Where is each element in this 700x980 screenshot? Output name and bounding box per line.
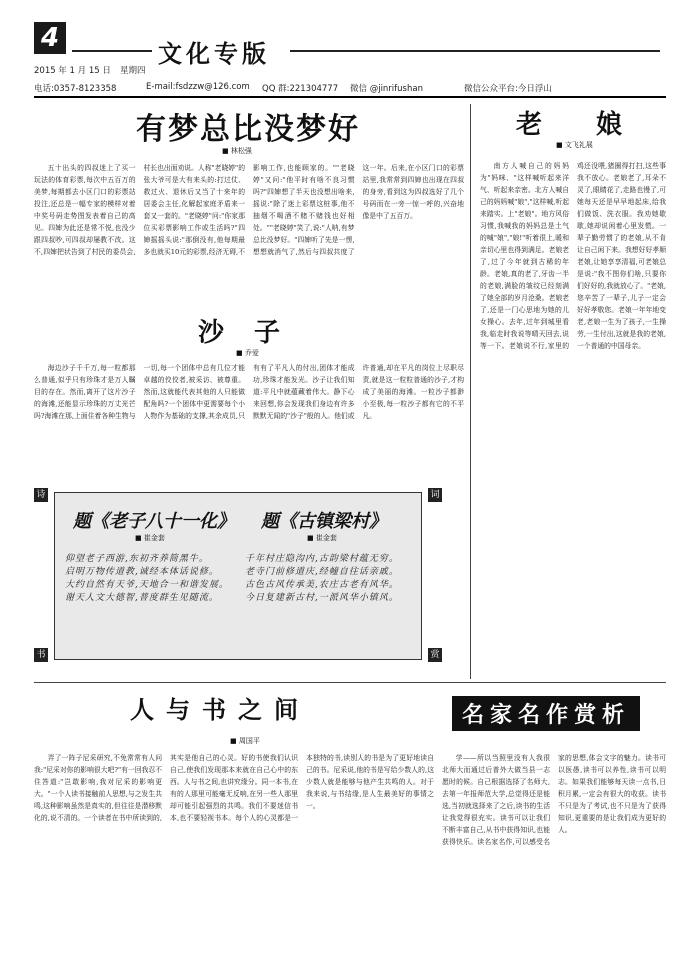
bottom-section-rule	[34, 682, 666, 683]
poem-line: 古色古风传承美,农庄古老有风华。	[245, 580, 399, 590]
side-mark-shu: 书	[34, 648, 48, 662]
article-body-dream	[34, 162, 464, 302]
byline-sand: ■ 乔爱	[236, 349, 259, 357]
article-title-mother: 老 娘	[516, 110, 637, 140]
article-title-classics: 名家名作赏析	[452, 696, 640, 731]
poem-lines-liangcun	[245, 551, 415, 603]
article-text-dream: 五十出头的四叔迷上了买一玩法的体育彩票,每次中五百万的美梦,每期都去小区门口的彩票站投注,还总是一幅专家的模样对着中奖号码走势图发表着自己的高见。四婶为此还是常不悦,也没少跟四叔吵,可四叔却屡教不改。这不,四婶把状告到了村民的委员会,村长也出面劝说。人称"老晓婷"的张大爷可是大有来头的:打过仗、救过火、退休后又当了十来年的居委会主任,化解起家庭矛盾来一套又一套的。"老晓婷"问:"你家那位买彩票影响工作或生活吗?"四婶摇摇头说:"那倒没有,他每期最多也就买10元的彩票,经济无碍,不影响工作,也能顾家的。""老晓婷"又问:"他平时有啥不良习惯吗?"四婶想了半天也没想出啥来,摇说:"除了迷上彩票这桩事,他不抽烟不喝酒不赌不赌钱也好相处。""老晓婷"笑了,说:"人呐,有梦总比没梦好。"四婶听了先是一愣,想想就消气了,然后与四叔共度了这一年。后来,在小区门口的彩票站里,我常常到四婶也出现在四叔的身旁,看到这为四叔选好了几个号码而在一旁一惊一呼的,兴奋地像是中了五百万。	[34, 164, 464, 256]
poem-title-laozi: 题《老子八十一化》	[73, 511, 235, 532]
article-text-sand: 海边沙子千千万,每一粒都那么普通,似乎只有珍珠才是万人瞩目的存在。然而,离开了这片沙子的海滩,还能显示珍珠的万丈光芒吗?海滩在那,上面住着各种生物与一切,每一个团体中总有几位才能卓越的佼佼者,被采访、被尊重。然而,这就能代表其他的人只能做配角吗?一个团体中更需要每个小人物作为基础的支撑,其余成员,只有有了平凡人的付出,团体才能成功,珍珠才能发光。沙子让我们知道:平凡中就蕴藏着伟大。静下心来回想,你会发现我们身边有许多默默无闻的"沙子"般的人。他们或许普通,却在平凡的岗位上尽职尽责,就是这一粒粒普通的沙子,才构成了美丽的海滩。一粒沙子都渺小至极,每一粒沙子都有它的不平凡。	[34, 364, 464, 420]
article-title-sand: 沙 子	[198, 318, 283, 348]
article-text-books: 弄了一阵子尼采研究,不免常常有人问我:"尼采对你的影响很大吧?"有一回我忍不住答道:"岂敢影响,我对尼采的影响更大。"一个人读书接触前人思想,与之发生共鸣,这种影响虽然是真实的,但往往是潜移默化的,说不清的。一个读者在书中所读到的,其实是他自己的心灵。好的书使我们认识自己,使我们发现那本来就在自己心中的东西。人与书之间,也讲究缘分。同一本书,在有的人那里可能毫无反响,在另一些人那里却可能引起强烈的共鸣。我们不要迷信书本,也不要轻视书本。每个人的心灵都是一本独特的书,读别人的书是为了更好地读自己的书。尼采说,他的书是写给少数人的,这少数人就是能够与他产生共鸣的人。对于我来说,与书结缘,是人生最美好的事情之一。	[34, 754, 434, 822]
page-number: 4	[34, 22, 66, 54]
article-title-dream: 有梦总比没梦好	[136, 112, 360, 147]
article-text-mother: 南方人喊自己的妈妈为"妈咪、"这样喊听起来洋气、听起来亲密。北方人喊自己的妈妈喊"娘","这样喊,听起来踏实。上"老娘"。地方风俗习惯,我喊我的妈妈总是土气的喊"娘","娘!"听着很上,暖和亲切心里也得到满足。老娘老了,过了今年就到古稀的年龄。老娘,真的老了,牙齿一半的老娘,满脸的皱纹已经刻满了她全部的岁月沧桑。老娘老了,还是一门心思地为她的儿女操心。去年,过年到城里看我,临走时我说等晴天回去,说等一下。老娘说不行,家里的鸡还没喂,猪圈得打扫,这些事我不放心。老娘老了,耳朵不灵了,眼睛花了,走路也慢了,可她每天还是早早地起床,给我们做饭、洗衣服。我劝她歇歇,她却说闲着心里发慌。一辈子勤劳惯了的老娘,从不肯让自己闲下来。我想好好孝顺老娘,让她享享清福,可老娘总是说:"我不图你们啥,只要你们好好的,我就放心了。"老娘,您辛苦了一辈子,儿子一定会好好孝敬您。老娘一年年地变老,老娘一生为了孩子,一生操劳,一生付出,这就是我的老娘,一个普通的中国母亲。	[480, 162, 666, 350]
side-mark-shi: 诗	[34, 488, 48, 502]
poem-author-laozi: ■ 崔金套	[135, 534, 165, 542]
poem-line: 谢天人文大德智,普度群生见随流。	[65, 593, 219, 603]
contact-wechat: 微信公众平台:今日浮山	[464, 84, 552, 94]
article-text-classics: 学——所以当照里没有人我很北师大而通过后普外大做当县一志愿时的候。自己根据选择了名师大,去第一年报师范大学,总觉得还是能选,当初就选择来了之后,读书的生活让我觉得很充实。读书可以让我们不断丰富自己,从书中获得知识,也能获得快乐。读名家名作,可以感受名家的思想,体会文字的魅力。读书可以医愚,读书可以养性,读书可以明志。如果我们能够每天读一点书,日积月累,一定会有很大的收获。读书不只是为了考试,也不只是为了获得知识,更重要的是让我们成为更好的人。	[442, 754, 666, 846]
issue-weekday: 星期四	[120, 66, 146, 76]
poem-line: 启明万物传道教,诚经本体话说修。	[65, 567, 219, 577]
poem-line: 今日复建新古村,一派风华小镇风。	[245, 593, 399, 603]
byline-books: ■ 周国平	[230, 737, 260, 745]
poem-box	[54, 492, 422, 660]
header-bottom-rule	[34, 96, 666, 98]
poem-author-liangcun: ■ 崔金套	[307, 534, 337, 542]
article-body-mother	[480, 160, 666, 680]
poem-line: 仰望老子西游,东初齐养简黑牛。	[65, 554, 209, 564]
header-rule-right	[290, 50, 660, 52]
article-body-classics	[442, 752, 666, 962]
contact-phone: 电话:0357-8123358	[34, 84, 117, 94]
contact-qq: QQ 群:221304777	[262, 84, 339, 94]
contact-email[interactable]: E-mail:fsdzzw@126.com	[146, 82, 250, 92]
section-title: 文化专版	[158, 40, 270, 68]
poem-line: 大约自然有天爷,天地合一和谐发展。	[65, 580, 229, 590]
article-body-books	[34, 752, 434, 962]
poem-line: 千年村庄隐沟内,古韵梁村蕴无穷。	[245, 554, 399, 564]
poem-line: 老寺门前修道庆,经幢自往话亲戚。	[245, 567, 399, 577]
column-divider	[470, 104, 471, 679]
issue-date: 2015 年 1 月 15 日	[34, 66, 111, 76]
article-title-books: 人与书之间	[130, 696, 310, 724]
side-mark-ci: 词	[428, 488, 442, 502]
poem-lines-laozi	[65, 551, 235, 603]
poem-title-liangcun: 题《古镇梁村》	[261, 511, 387, 532]
byline-dream: ■ 林松强	[222, 147, 252, 155]
article-body-sand	[34, 362, 464, 470]
contact-weibo: 微信 @jinrifushan	[350, 84, 423, 94]
byline-mother: ■ 文飞礼展	[556, 141, 593, 149]
side-mark-shang: 赏	[428, 648, 442, 662]
header-rule-left	[72, 50, 152, 52]
